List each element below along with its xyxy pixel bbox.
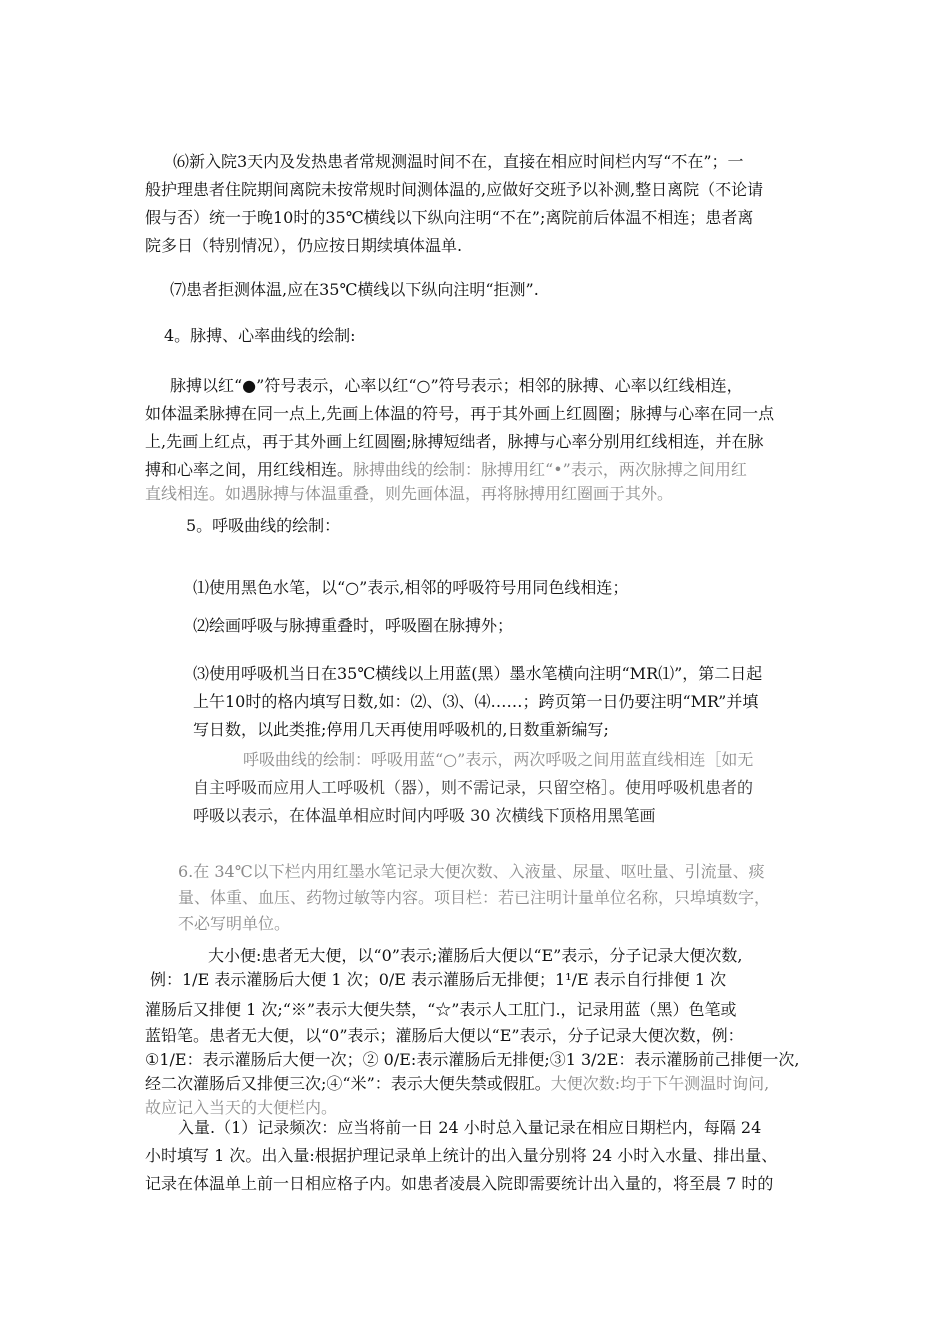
- pulse-curve-note: 脉搏曲线的绘制：脉搏用红“•”表示，两次脉搏之间用红: [353, 460, 747, 479]
- respiration-note-line-2: 自主呼吸而应用人工呼吸机（器），则不需记录，只留空格］。使用呼吸机患者的: [193, 778, 754, 797]
- intake-line-3: 记录在体温单上前一日相应格子内。如患者凌晨入院即需要统计出入量的，将至晨 7 时的: [145, 1174, 774, 1193]
- stool-line-7: 故应记入当天的大便栏内。: [145, 1098, 338, 1117]
- paragraph-6-line-3: 假与否）统一于晚10时的35℃横线以下纵向注明“不在”;离院前后体温不相连；患者离: [145, 208, 754, 227]
- section-5-heading: 5。呼吸曲线的绘制：: [186, 516, 341, 535]
- pulse-line-5: 直线相连。如遇脉搏与体温重叠，则先画体温，再将脉搏用红圈画于其外。: [145, 484, 674, 503]
- stool-line-3: 灌肠后又排便 1 次;“※”表示大便失禁，“☆”表示人工肛门.，记录用蓝（黑）色笔或: [145, 1000, 737, 1019]
- pulse-line-1: 脉搏以红“●”符号表示，心率以红“○”符号表示；相邻的脉搏、心率以红线相连，: [170, 376, 743, 395]
- item-6-line-2: 量、体重、血压、药物过敏等内容。项目栏：若已注明计量单位名称，只埠填数字，: [178, 888, 771, 907]
- pulse-line-2: 如体温柔脉搏在同一点上,先画上体温的符号，再于其外画上红圆圈；脉搏与心率在同一点: [145, 404, 775, 423]
- respiration-item-2: ⑵绘画呼吸与脉搏重叠时，呼吸圈在脉搏外；: [193, 616, 514, 635]
- item-6-line-1: 6.在 34℃以下栏内用红墨水笔记录大便次数、入液量、尿量、呕吐量、引流量、痰: [178, 862, 765, 881]
- stool-line-1: 大小便:患者无大便，以“0”表示;灌肠后大便以“E”表示，分子记录大便次数,: [208, 946, 743, 965]
- pulse-line-4-main: 搏和心率之间，用红线相连。: [145, 460, 354, 479]
- paragraph-7: ⑺患者拒测体温,应在35℃横线以下纵向注明“拒测”.: [170, 280, 539, 299]
- respiration-item-1: ⑴使用黑色水笔，以“○”表示,相邻的呼吸符号用同色线相连；: [193, 578, 629, 597]
- item-6-line-3: 不必写明单位。: [178, 914, 291, 933]
- stool-line-5: ①1/E：表示灌肠后大便一次；② 0/E:表示灌肠后无排便;③1 3/2E：表示灌肠前己排便一次,: [145, 1050, 800, 1069]
- stool-line-6-main: 经二次灌肠后又排便三次;④“米”：表示大便失禁或假肛。: [145, 1074, 551, 1093]
- respiration-note-line-1: 呼吸曲线的绘制：呼吸用蓝“○”表示，两次呼吸之间用蓝直线相连［如无: [243, 750, 754, 769]
- paragraph-6-line-2: 般护理患者住院期间离院未按常规时间测体温的,应做好交班予以补测,整日离院（不论请: [145, 180, 764, 199]
- respiration-note-line-3: 呼吸以表示，在体温单相应时间内呼吸 30 次横线下顶格用黑笔画: [193, 806, 656, 825]
- intake-line-1: 入量.（1）记录频次：应当将前一日 24 小时总入量记录在相应日期栏内，每隔 24: [178, 1118, 762, 1137]
- pulse-line-3: 上,先画上红点，再于其外画上红圆圈;脉搏短绌者，脉搏与心率分别用红线相连，并在脉: [145, 432, 764, 451]
- paragraph-6-line-1: ⑹新入院3天内及发热患者常规测温时间不在，直接在相应时间栏内写“不在”；一: [173, 152, 744, 171]
- section-4-heading: 4。脉搏、心率曲线的绘制:: [164, 326, 356, 345]
- respiration-item-3-line-1: ⑶使用呼吸机当日在35℃横线以上用蓝(黑）墨水笔横向注明“MR⑴”，第二日起: [193, 664, 763, 683]
- intake-line-2: 小时填写 1 次。出入量:根据护理记录单上统计的出入量分别将 24 小时入水量、排出量、: [145, 1146, 778, 1165]
- respiration-item-3-line-2: 上午10时的格内填写日数,如：⑵、⑶、⑷……；跨页第一日仍要注明“MR”并填: [193, 692, 759, 711]
- respiration-item-3-line-3: 写日数，以此类推;停用几天再使用呼吸机的,日数重新编写;: [193, 720, 609, 739]
- stool-line-4: 蓝铅笔。患者无大便，以“0”表示；灌肠后大便以“E”表示，分子记录大便次数，例：: [145, 1026, 744, 1045]
- stool-line-2: 例：1/E 表示灌肠后大便 1 次；0/E 表示灌肠后无排便；1¹/E 表示自行排便 1 次: [150, 970, 727, 989]
- stool-count-note: 大便次数:均于下午测温时询问,: [550, 1074, 770, 1093]
- paragraph-6-line-4: 院多日（特别情况），仍应按日期续填体温单.: [145, 236, 463, 255]
